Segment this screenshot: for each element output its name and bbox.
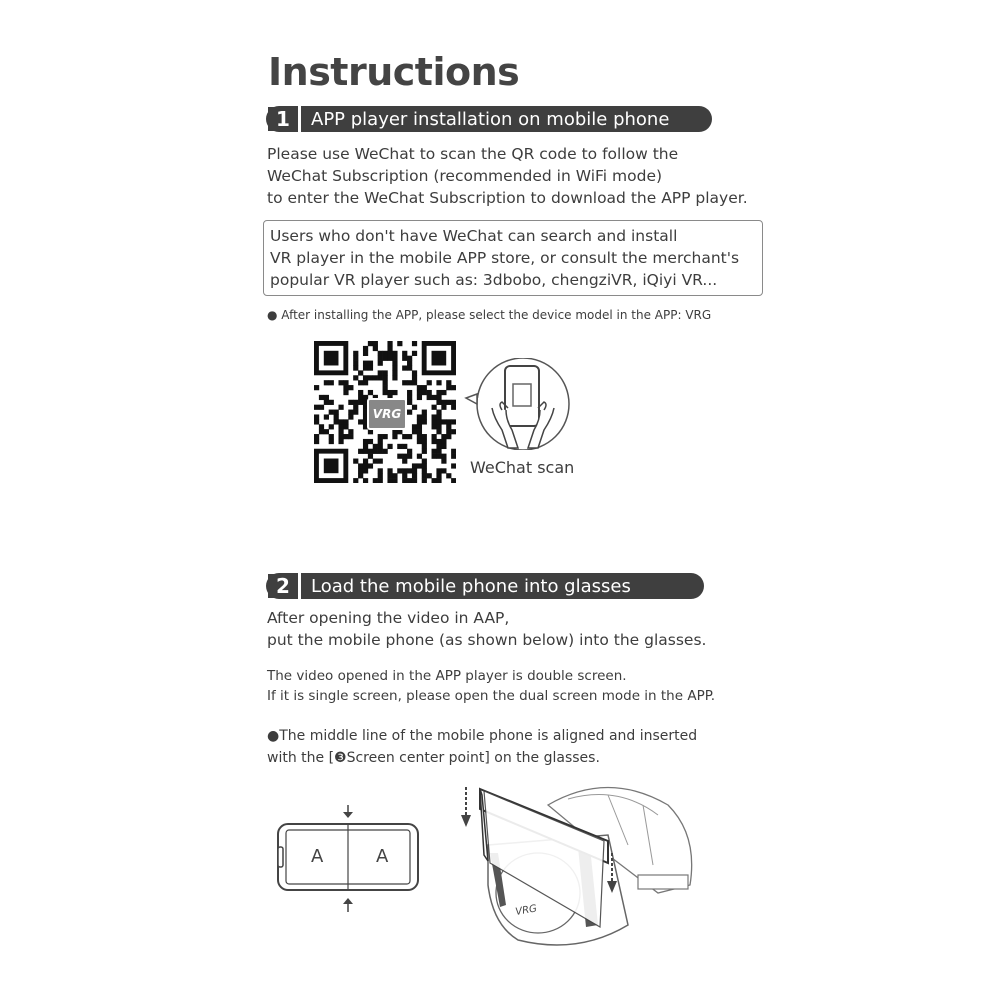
note-line: VR player in the mobile APP store, or consult the merchant's [270, 249, 740, 267]
note-line: popular VR player such as: 3dbobo, chengziVR, iQiyi VR... [270, 271, 718, 289]
paragraph-line: WeChat Subscription (recommended in WiFi mode) [267, 167, 663, 185]
bullet-line: ●The middle line of the mobile phone is aligned and inserted [267, 728, 698, 744]
step-1-number: 1 [268, 107, 298, 131]
step-2-small-paragraph [267, 666, 715, 706]
qr-logo-text: VRG [372, 407, 402, 421]
small-line: If it is single screen, please open the dual screen mode in the APP. [267, 688, 716, 704]
step-2-number: 2 [268, 574, 298, 598]
vr-headset-icon [458, 775, 698, 955]
qr-logo [367, 398, 407, 430]
phone-landscape-icon [276, 802, 422, 914]
note-line: Users who don't have WeChat can search and install [270, 227, 678, 245]
scan-caption: WeChat scan [470, 458, 575, 477]
phone-right-label: A [376, 846, 389, 867]
phone-left-label: A [311, 846, 324, 867]
step-1-bullet: ● After installing the APP, please select the device model in the APP: VRG [267, 308, 712, 322]
step-2-bullet [267, 725, 697, 769]
step-2-header [266, 573, 704, 599]
hand-phone-icon [462, 358, 572, 450]
small-line: The video opened in the APP player is double screen. [267, 668, 627, 684]
step-1-header [266, 106, 712, 132]
paragraph-line: put the mobile phone (as shown below) into the glasses. [267, 631, 707, 649]
step-1-label: APP player installation on mobile phone [311, 108, 670, 130]
step-1-paragraph [267, 143, 748, 209]
note-box [263, 220, 763, 296]
page-title: Instructions [268, 50, 520, 94]
paragraph-line: Please use WeChat to scan the QR code to follow the [267, 145, 679, 163]
bullet-line: with the [❸Screen center point] on the glasses. [267, 750, 600, 766]
step-2-paragraph [267, 607, 706, 651]
headset-logo: VRG [514, 903, 538, 918]
step-2-label: Load the mobile phone into glasses [311, 575, 631, 597]
paragraph-line: to enter the WeChat Subscription to download the APP player. [267, 189, 748, 207]
paragraph-line: After opening the video in AAP, [267, 609, 510, 627]
